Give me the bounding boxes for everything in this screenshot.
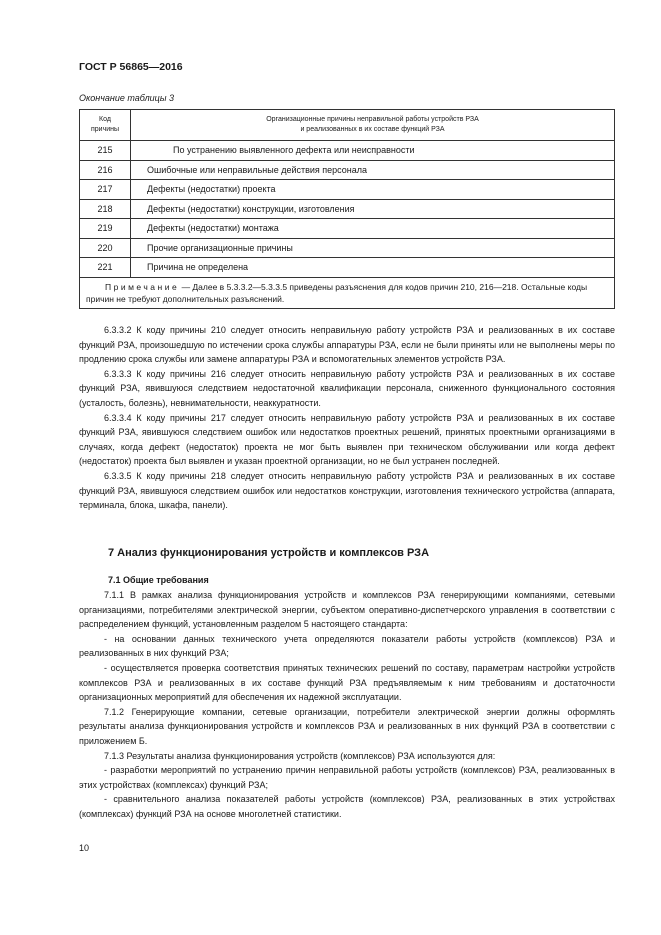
section-7-body (79, 588, 615, 822)
cause-description: Прочие организационные причины (131, 238, 615, 258)
paragraph: 6.3.3.3 К коду причины 216 следует относить неправильную работу устройств РЗА и реализованных в их составе функций РЗА, явившуюся следствием недостаточной квалификации персонала, сниженного функционального состояния (усталость, болезнь), невнимательности, неаккуратности. (79, 368, 615, 408)
code-column-header: Код причины (80, 110, 131, 141)
table-row (80, 199, 615, 219)
cause-description: Дефекты (недостатки) проекта (131, 180, 615, 200)
note-text: — Далее в 5.3.3.2—5.3.3.5 приведены разъяснения для кодов причин 210, 216—218. Остальные коды причин не требуют дополнительных разъяснений. (86, 281, 588, 304)
table-row (80, 219, 615, 239)
cause-code: 221 (80, 258, 131, 278)
cause-description: Ошибочные или неправильные действия персонала (131, 160, 615, 180)
cause-code: 218 (80, 199, 131, 219)
paragraph: 7.1.1 В рамках анализа функционирования устройств и комплексов РЗА генерирующими компаниями, сетевыми организациями, потребителями электрической энергии, субъектом оперативно-диспетчерского управления в соответствии с распределением функций, установленным разделом 5 настоящего стандарта: (79, 590, 615, 630)
cause-code: 217 (80, 180, 131, 200)
cause-code: 215 (80, 141, 131, 161)
table-row (80, 141, 615, 161)
list-item: - разработки мероприятий по устранению причин неправильной работы устройств (комплексов) РЗА, реализованных в этих устройствах (комплексах) функций РЗА; (79, 765, 615, 790)
cause-description: По устранению выявленного дефекта или неисправности (131, 141, 615, 161)
list-item: - на основании данных технического учета определяются показатели работы устройств (комплексов) РЗА и реализованных в них функций РЗА; (79, 633, 615, 659)
subsection-title: 7.1 Общие требования (108, 575, 209, 585)
list-item: - сравнительного анализа показателей работы устройств (комплексов) РЗА, реализованных в этих устройствах (комплексах) функций РЗА на основе многолетней статистики. (79, 794, 615, 819)
paragraph: 7.1.3 Результаты анализа функционирования устройств (комплексов) РЗА используются для: (104, 750, 496, 761)
cause-code: 220 (80, 238, 131, 258)
cause-code: 216 (80, 160, 131, 180)
cause-description: Дефекты (недостатки) монтажа (131, 219, 615, 239)
table-row (80, 160, 615, 180)
table-header-row (80, 110, 615, 141)
table-note-row (80, 277, 615, 308)
cause-description: Дефекты (недостатки) конструкции, изготовления (131, 199, 615, 219)
body-text (79, 323, 615, 819)
table-caption: Окончание таблицы 3 (79, 93, 174, 103)
table-row (80, 258, 615, 278)
paragraph: 6.3.3.4 К коду причины 217 следует относить неправильную работу устройств РЗА и реализованных в их составе функций РЗА, явившуюся следствием ошибок или недостатков проектных решений, принятых проектными организациями в случаях, когда дефект (недостаток) проекта не мог быть выявлен при техническом обслуживании или когда дефект (недостаток) проекта был выявлен и указан проектной организации, но не был устранен последней. (79, 412, 615, 467)
table-note (80, 277, 615, 308)
list-item: - осуществляется проверка соответствия принятых технических решений по составу, параметрам настройки устройств комплексов РЗА и реализованных в их составе функций РЗА предъявляемым к ним требованиям и достаточности организационных мероприятий для обеспечения их надежной эксплуатации. (79, 662, 615, 703)
note-label: Примечание (105, 281, 180, 292)
page-number: 10 (79, 843, 90, 853)
paragraph: 7.1.2 Генерирующие компании, сетевые организации, потребители электрической энергии должны оформлять результаты анализа функционирования устройств и комплексов РЗА и реализованных в них функций РЗА в соответствии с приложением Б. (79, 706, 615, 746)
table-row (80, 180, 615, 200)
cause-code: 219 (80, 219, 131, 239)
paragraph: 6.3.3.5 К коду причины 218 следует относить неправильную работу устройств РЗА и реализованных в их составе функций РЗА, явившуюся следствием ошибок или недостатков конструкции, изготовления технического устройства (аппарата, терминала, блока, шкафа, панели). (79, 470, 615, 511)
section-title: 7 Анализ функционирования устройств и комплексов РЗА (108, 547, 430, 559)
causes-table (79, 109, 615, 309)
cause-column-header: Организационные причины неправильной работы устройств РЗА и реализованных в их составе функций РЗА (131, 110, 615, 141)
table-row (80, 238, 615, 258)
cause-description: Причина не определена (131, 258, 615, 278)
document-header: ГОСТ Р 56865—2016 (79, 61, 183, 73)
paragraph: 6.3.3.2 К коду причины 210 следует относить неправильную работу устройств РЗА и реализованных в их составе функций РЗА, произошедшую по истечении срока службы аппаратуры РЗА, если не были приняты или не выполнены меры по продлению срока службы или замене аппаратуры РЗА и вспомогательных элементов устройств РЗА. (79, 325, 615, 365)
